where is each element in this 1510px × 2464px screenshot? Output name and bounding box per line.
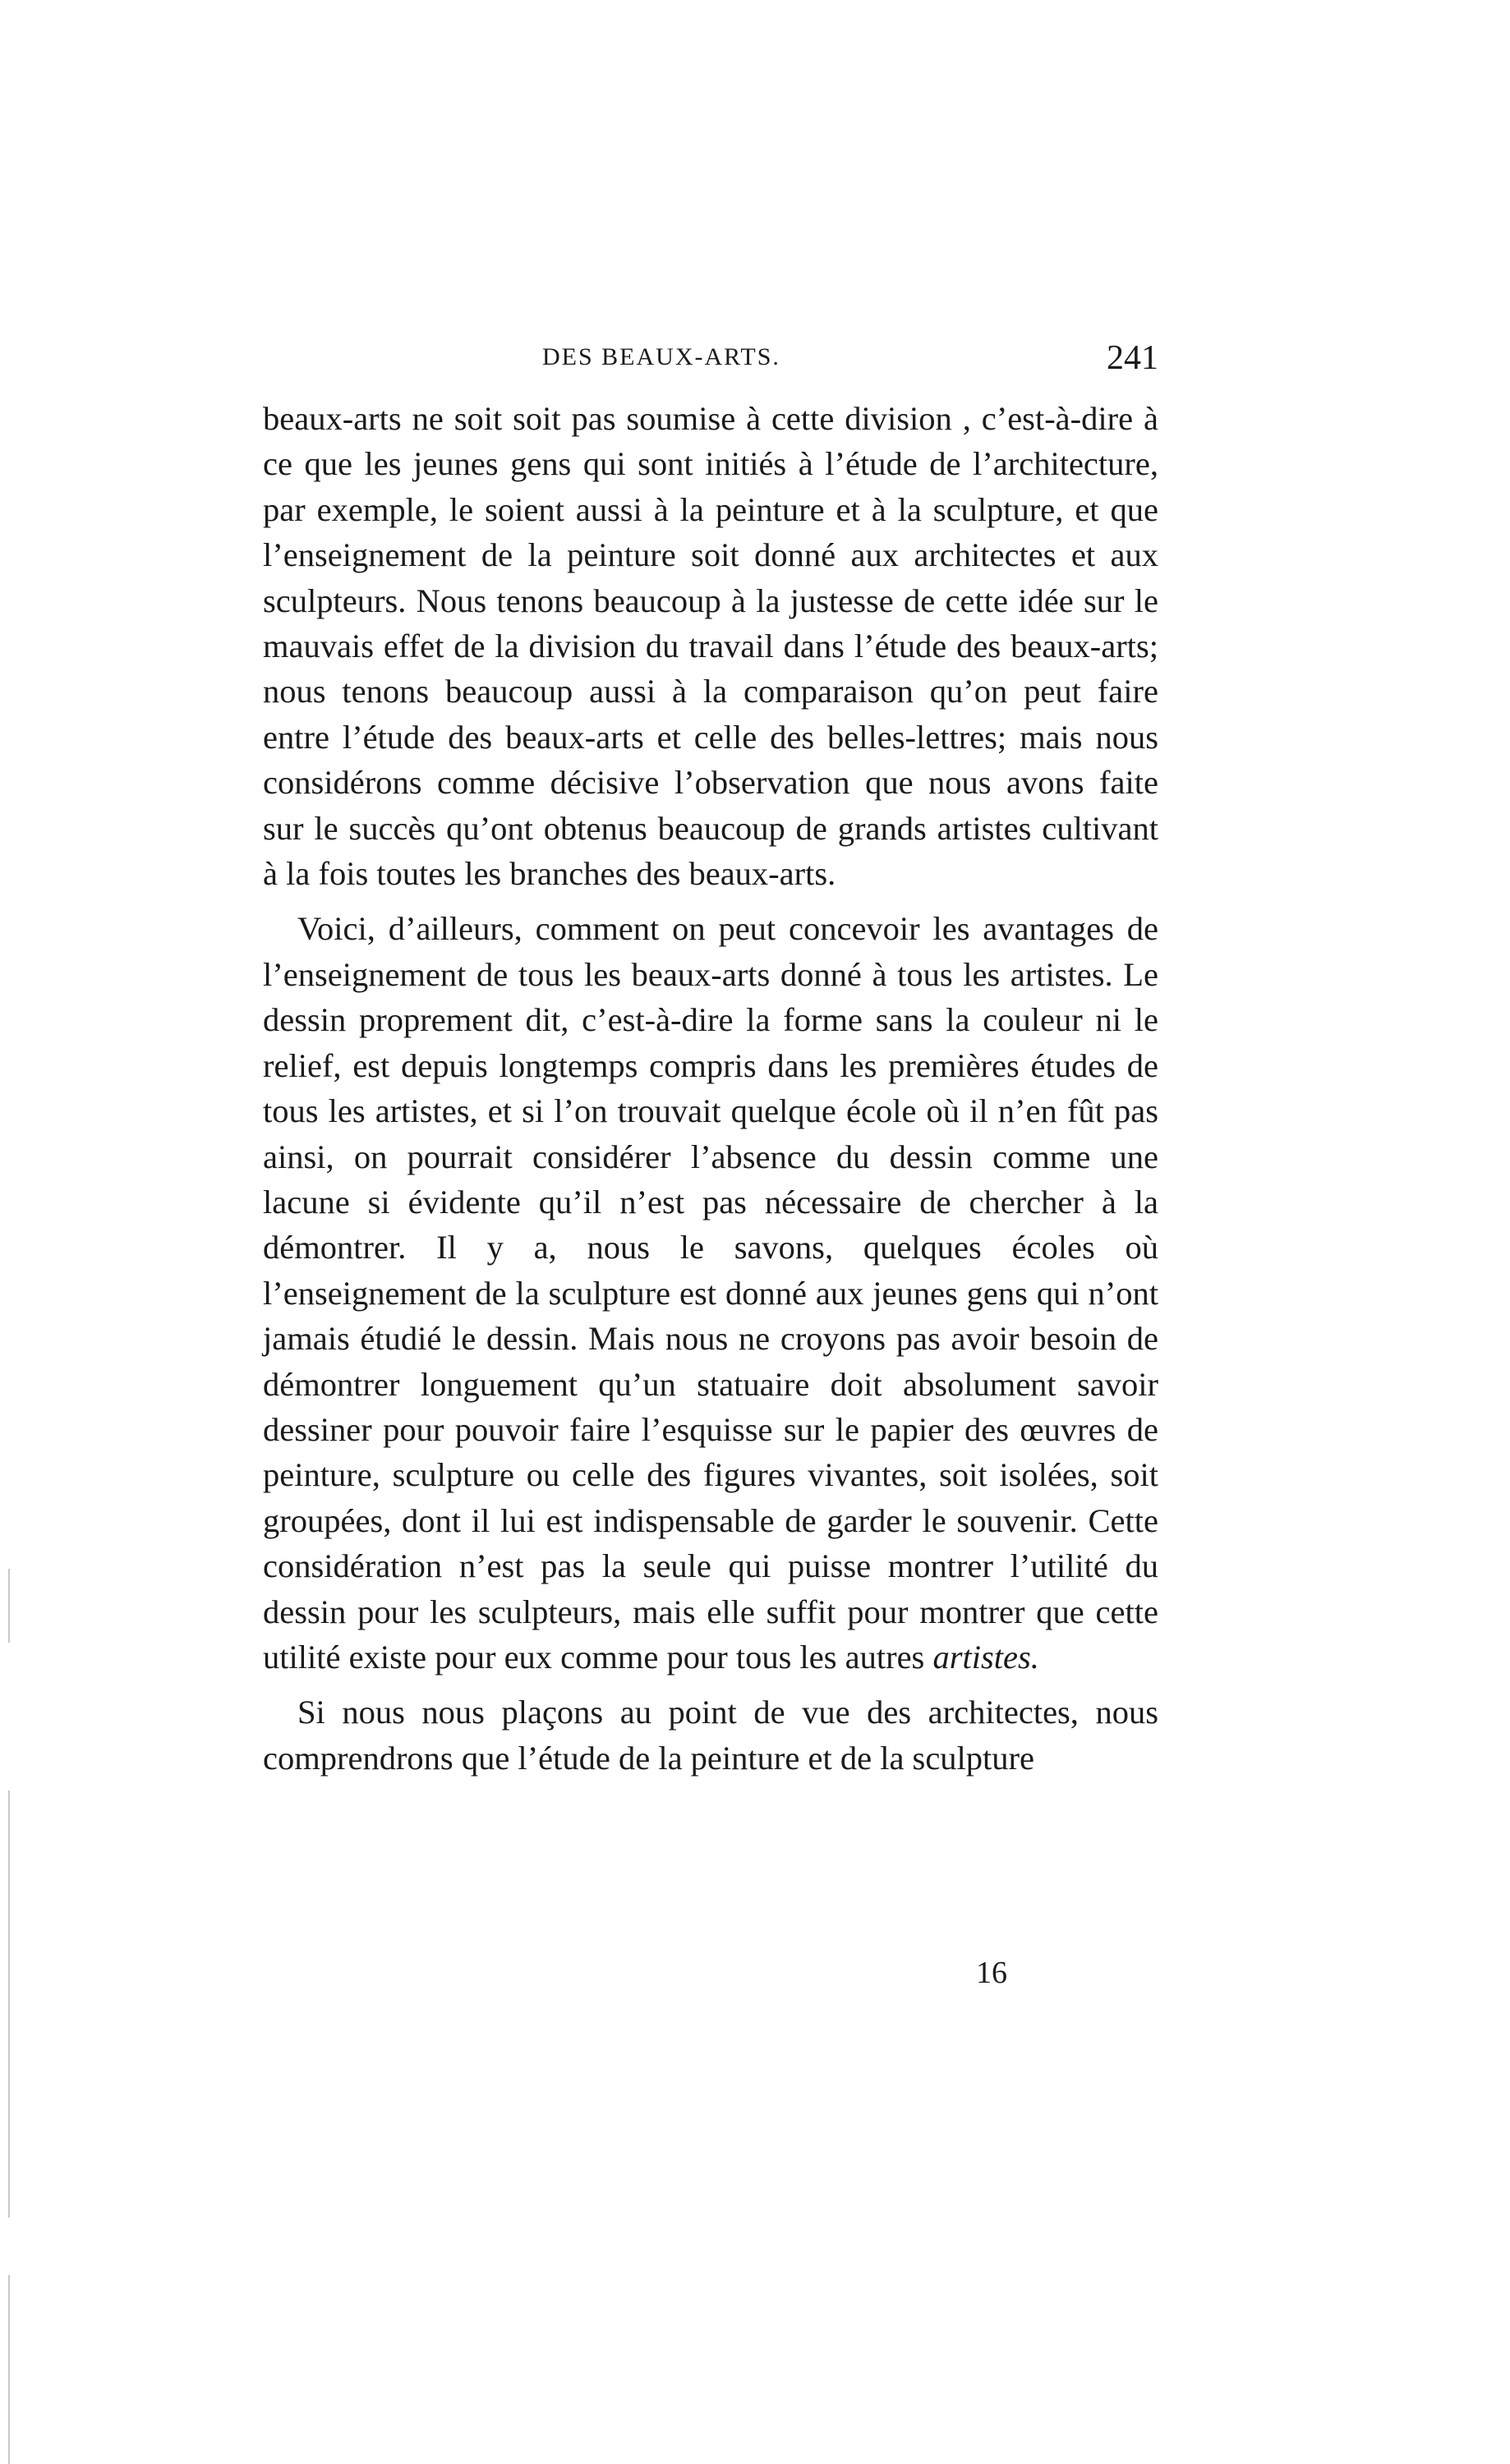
paragraph-1: beaux-arts ne soit soit pas soumise à cette division , c’est-à-dire à ce que les jeunes gens qui sont initiés à l’étude de l’architecture, par exemple, le soient aussi à la peinture et à la sculpture, et que l’enseignement de la peinture soit donné aux architectes et aux sculpteurs. Nous tenons beaucoup à la justesse de cette idée sur le mauvais effet de la division du travail dans l’étude des beaux-arts; nous tenons beaucoup aussi à la comparaison qu’on peut faire entre l’étude des beaux-arts et celle des belles-lettres; mais nous considérons comme décisive l’observation que nous avons faite sur le succès qu’ont obtenus beaucoup de grands artistes cultivant à la fois toutes les branches des beaux-arts. [263, 400, 1158, 893]
italic-word: artistes. [932, 1638, 1039, 1676]
text-body [263, 396, 1158, 1791]
running-head [263, 339, 1158, 384]
running-title: DES BEAUX-ARTS. [542, 343, 780, 370]
paragraph-2-text: Voici, d’ailleurs, comment on peut concevoir les avantages de l’enseignement de tous les beaux-arts donné à tous les artistes. Le dessin proprement dit, c’est-à-dire la forme sans la couleur ni le relief, est depuis longtemps compris dans les premières études de tous les artistes, et si l’on trouvait quelque école où il n’en fût pas ainsi, on pourrait considérer l’absence du dessin comme une lacune si évidente qu’il n’est pas nécessaire de chercher à la démontrer. Il y a, nous le savons, quelques écoles où l’enseignement de la sculpture est donné aux jeunes gens qui n’ont jamais étudié le dessin. Mais nous ne croyons pas avoir besoin de démontrer longuement qu’un statuaire doit absolument savoir dessiner pour pouvoir faire l’esquisse sur le papier des œuvres de peinture, sculpture ou celle des figures vivantes, soit isolées, soit groupées, dont il lui est indispensable de garder le souvenir. Cette considération n’est pas la seule qui puisse montrer l’utilité du dessin pour les sculpteurs, mais elle suffit pour montrer que cette utilité existe pour eux comme pour tous les autres [263, 910, 1158, 1676]
paragraph-2 [263, 906, 1158, 1680]
margin-rule-3 [8, 2275, 10, 2464]
margin-rule-2 [8, 1791, 10, 2218]
page-number: 241 [1107, 339, 1158, 377]
paragraph-3: Si nous nous plaçons au point de vue des architectes, nous comprendrons que l’étude de la peinture et de la sculpture [263, 1694, 1158, 1777]
signature-mark: 16 [976, 1956, 1007, 1990]
margin-rule-1 [8, 1569, 10, 1643]
